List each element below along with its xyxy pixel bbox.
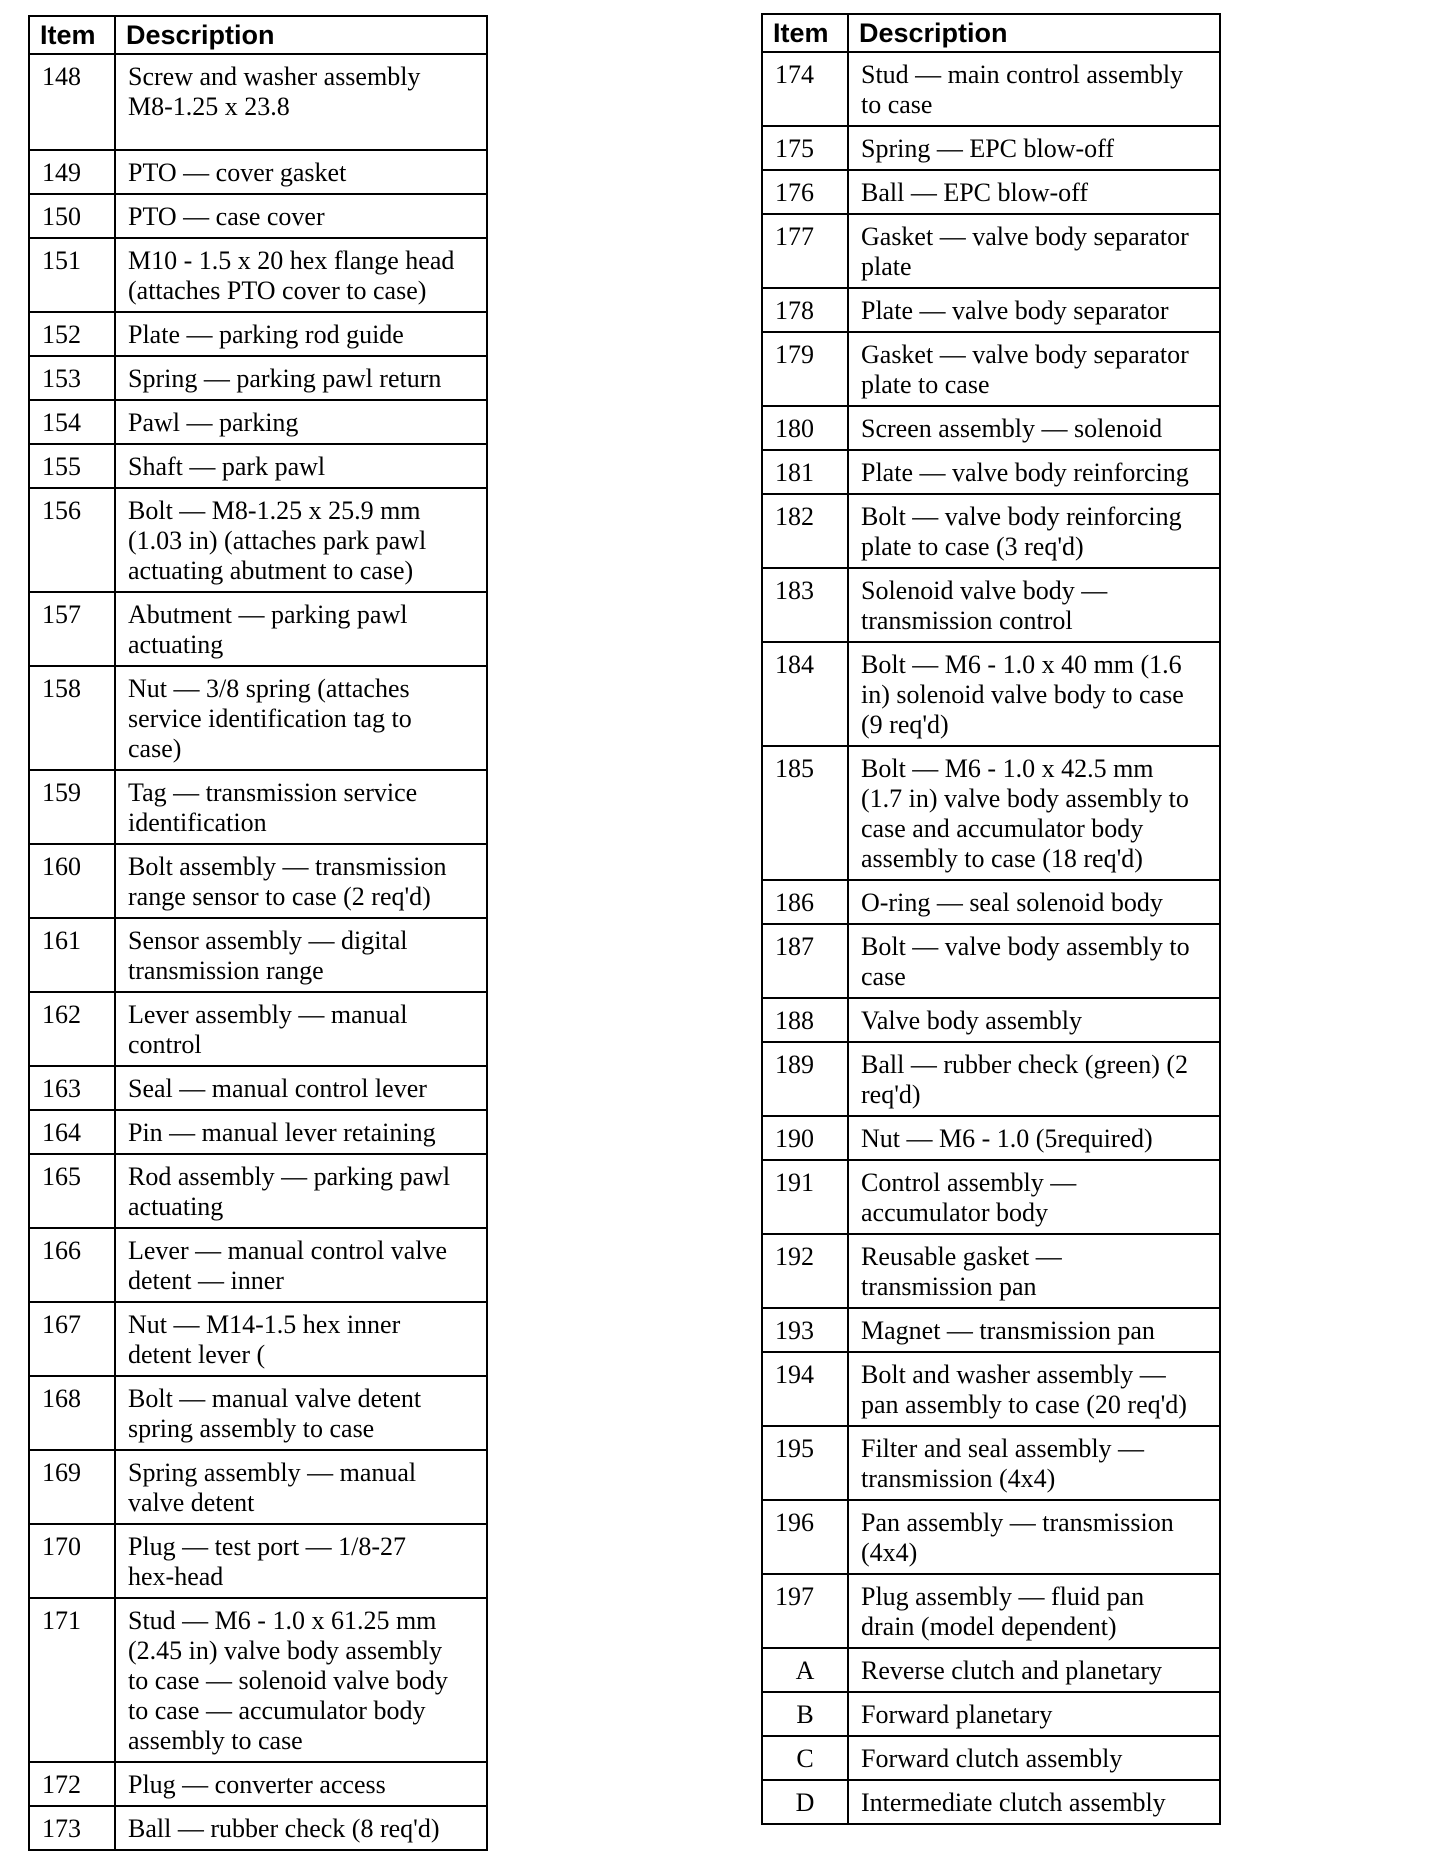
item-description: O-ring — seal solenoid body bbox=[848, 880, 1220, 924]
item-number: A bbox=[762, 1648, 848, 1692]
item-description: Spring — EPC blow-off bbox=[848, 126, 1220, 170]
column-header-description: Description bbox=[115, 16, 487, 54]
table-row bbox=[762, 450, 1220, 494]
parts-rows bbox=[762, 52, 1220, 1824]
item-number: 178 bbox=[762, 288, 848, 332]
item-description: Screen assembly — solenoid bbox=[848, 406, 1220, 450]
item-description: Bolt assembly — transmission range sensor to case (2 req'd) bbox=[115, 844, 487, 918]
item-description: Bolt — M8-1.25 x 25.9 mm (1.03 in) (attaches park pawl actuating abutment to case) bbox=[115, 488, 487, 592]
item-description: Forward planetary bbox=[848, 1692, 1220, 1736]
item-number: B bbox=[762, 1692, 848, 1736]
item-description: Seal — manual control lever bbox=[115, 1066, 487, 1110]
item-number: 159 bbox=[29, 770, 115, 844]
table-row bbox=[762, 1500, 1220, 1574]
table-row bbox=[29, 238, 487, 312]
item-number: 196 bbox=[762, 1500, 848, 1574]
table-row bbox=[29, 1524, 487, 1598]
item-number: 189 bbox=[762, 1042, 848, 1116]
item-number: 148 bbox=[29, 54, 115, 150]
table-row bbox=[762, 1574, 1220, 1648]
item-description: Tag — transmission service identification bbox=[115, 770, 487, 844]
table-row bbox=[762, 126, 1220, 170]
table-row bbox=[762, 568, 1220, 642]
item-number: 195 bbox=[762, 1426, 848, 1500]
item-number: 182 bbox=[762, 494, 848, 568]
item-number: 175 bbox=[762, 126, 848, 170]
item-number: 166 bbox=[29, 1228, 115, 1302]
item-number: 153 bbox=[29, 356, 115, 400]
item-description: Bolt and washer assembly — pan assembly to case (20 req'd) bbox=[848, 1352, 1220, 1426]
item-description: Magnet — transmission pan bbox=[848, 1308, 1220, 1352]
table-row bbox=[29, 1228, 487, 1302]
table-row bbox=[762, 1692, 1220, 1736]
item-number: 177 bbox=[762, 214, 848, 288]
item-number: 190 bbox=[762, 1116, 848, 1160]
item-description: Spring assembly — manual valve detent bbox=[115, 1450, 487, 1524]
item-description: Lever — manual control valve detent — inner bbox=[115, 1228, 487, 1302]
item-description: Ball — rubber check (8 req'd) bbox=[115, 1806, 487, 1850]
item-number: 173 bbox=[29, 1806, 115, 1850]
table-row bbox=[29, 1154, 487, 1228]
table-row bbox=[762, 746, 1220, 880]
item-number: 184 bbox=[762, 642, 848, 746]
table-row bbox=[29, 992, 487, 1066]
item-description: Plug — test port — 1/8-27 hex-head bbox=[115, 1524, 487, 1598]
table-row bbox=[762, 1116, 1220, 1160]
item-description: PTO — cover gasket bbox=[115, 150, 487, 194]
table-row bbox=[762, 998, 1220, 1042]
item-description: Plate — parking rod guide bbox=[115, 312, 487, 356]
item-number: 161 bbox=[29, 918, 115, 992]
table-row bbox=[29, 592, 487, 666]
item-description: Rod assembly — parking pawl actuating bbox=[115, 1154, 487, 1228]
table-row bbox=[29, 356, 487, 400]
item-number: 149 bbox=[29, 150, 115, 194]
item-description: Filter and seal assembly — transmission (4x4) bbox=[848, 1426, 1220, 1500]
item-number: 187 bbox=[762, 924, 848, 998]
item-description: Pin — manual lever retaining bbox=[115, 1110, 487, 1154]
item-number: 167 bbox=[29, 1302, 115, 1376]
item-number: 194 bbox=[762, 1352, 848, 1426]
item-number: 174 bbox=[762, 52, 848, 126]
item-description: Sensor assembly — digital transmission range bbox=[115, 918, 487, 992]
item-number: 176 bbox=[762, 170, 848, 214]
item-number: D bbox=[762, 1780, 848, 1824]
table-row bbox=[762, 332, 1220, 406]
item-number: 180 bbox=[762, 406, 848, 450]
table-row bbox=[762, 880, 1220, 924]
table-row bbox=[762, 642, 1220, 746]
header-row bbox=[29, 16, 487, 54]
item-description: Nut — M6 - 1.0 (5required) bbox=[848, 1116, 1220, 1160]
header-row bbox=[762, 14, 1220, 52]
item-number: 156 bbox=[29, 488, 115, 592]
table-row bbox=[29, 1450, 487, 1524]
table-row bbox=[762, 52, 1220, 126]
table-row bbox=[29, 1302, 487, 1376]
item-number: 183 bbox=[762, 568, 848, 642]
table-row bbox=[29, 1066, 487, 1110]
item-description: Spring — parking pawl return bbox=[115, 356, 487, 400]
item-description: Valve body assembly bbox=[848, 998, 1220, 1042]
item-description: Stud — main control assembly to case bbox=[848, 52, 1220, 126]
parts-rows bbox=[29, 54, 487, 1850]
item-description: Control assembly — accumulator body bbox=[848, 1160, 1220, 1234]
item-description: Plate — valve body separator bbox=[848, 288, 1220, 332]
item-number: 170 bbox=[29, 1524, 115, 1598]
item-description: Gasket — valve body separator plate bbox=[848, 214, 1220, 288]
item-description: M10 - 1.5 x 20 hex flange head (attaches PTO cover to case) bbox=[115, 238, 487, 312]
item-description: Plug assembly — fluid pan drain (model dependent) bbox=[848, 1574, 1220, 1648]
item-number: 169 bbox=[29, 1450, 115, 1524]
item-number: 160 bbox=[29, 844, 115, 918]
item-number: C bbox=[762, 1736, 848, 1780]
item-description: Plate — valve body reinforcing bbox=[848, 450, 1220, 494]
table-row bbox=[762, 288, 1220, 332]
item-description: Bolt — valve body reinforcing plate to case (3 req'd) bbox=[848, 494, 1220, 568]
item-description: Stud — M6 - 1.0 x 61.25 mm (2.45 in) valve body assembly to case — solenoid valve body to case — accumulator body assembly to case bbox=[115, 1598, 487, 1762]
item-description: Plug — converter access bbox=[115, 1762, 487, 1806]
item-number: 152 bbox=[29, 312, 115, 356]
table-row bbox=[29, 666, 487, 770]
item-number: 171 bbox=[29, 1598, 115, 1762]
table-row bbox=[762, 924, 1220, 998]
table-row bbox=[762, 406, 1220, 450]
table-row bbox=[29, 54, 487, 150]
table-row bbox=[29, 1598, 487, 1762]
item-number: 179 bbox=[762, 332, 848, 406]
item-description: Pawl — parking bbox=[115, 400, 487, 444]
item-number: 168 bbox=[29, 1376, 115, 1450]
item-number: 185 bbox=[762, 746, 848, 880]
item-number: 181 bbox=[762, 450, 848, 494]
item-number: 164 bbox=[29, 1110, 115, 1154]
item-description: Bolt — M6 - 1.0 x 42.5 mm (1.7 in) valve body assembly to case and accumulator body assembly to case (18 req'd) bbox=[848, 746, 1220, 880]
table-row bbox=[762, 1426, 1220, 1500]
table-row bbox=[762, 1160, 1220, 1234]
table-row bbox=[29, 918, 487, 992]
table-row bbox=[29, 444, 487, 488]
item-description: PTO — case cover bbox=[115, 194, 487, 238]
table-row bbox=[29, 400, 487, 444]
item-description: Abutment — parking pawl actuating bbox=[115, 592, 487, 666]
table-row bbox=[29, 488, 487, 592]
item-description: Shaft — park pawl bbox=[115, 444, 487, 488]
item-number: 165 bbox=[29, 1154, 115, 1228]
item-description: Ball — EPC blow-off bbox=[848, 170, 1220, 214]
item-description: Reusable gasket — transmission pan bbox=[848, 1234, 1220, 1308]
item-number: 188 bbox=[762, 998, 848, 1042]
item-description: Screw and washer assembly M8-1.25 x 23.8 bbox=[115, 54, 487, 150]
table-row bbox=[29, 312, 487, 356]
table-row bbox=[29, 1110, 487, 1154]
item-number: 193 bbox=[762, 1308, 848, 1352]
table-row bbox=[762, 1234, 1220, 1308]
table-row bbox=[29, 150, 487, 194]
item-description: Forward clutch assembly bbox=[848, 1736, 1220, 1780]
table-row bbox=[762, 1780, 1220, 1824]
table-row bbox=[29, 844, 487, 918]
item-description: Nut — 3/8 spring (attaches service identification tag to case) bbox=[115, 666, 487, 770]
column-header-item: Item bbox=[29, 16, 115, 54]
table-row bbox=[29, 1762, 487, 1806]
item-number: 172 bbox=[29, 1762, 115, 1806]
item-number: 150 bbox=[29, 194, 115, 238]
item-description: Pan assembly — transmission (4x4) bbox=[848, 1500, 1220, 1574]
item-number: 158 bbox=[29, 666, 115, 770]
item-number: 197 bbox=[762, 1574, 848, 1648]
item-number: 192 bbox=[762, 1234, 848, 1308]
column-header-description: Description bbox=[848, 14, 1220, 52]
item-description: Reverse clutch and planetary bbox=[848, 1648, 1220, 1692]
table-row bbox=[29, 1806, 487, 1850]
table-row bbox=[762, 1042, 1220, 1116]
table-row bbox=[29, 1376, 487, 1450]
item-description: Lever assembly — manual control bbox=[115, 992, 487, 1066]
table-row bbox=[762, 1352, 1220, 1426]
item-number: 151 bbox=[29, 238, 115, 312]
item-number: 186 bbox=[762, 880, 848, 924]
item-description: Bolt — M6 - 1.0 x 40 mm (1.6 in) solenoid valve body to case (9 req'd) bbox=[848, 642, 1220, 746]
table-row bbox=[762, 1308, 1220, 1352]
table-row bbox=[762, 214, 1220, 288]
item-number: 191 bbox=[762, 1160, 848, 1234]
table-row bbox=[29, 194, 487, 238]
item-number: 155 bbox=[29, 444, 115, 488]
item-number: 157 bbox=[29, 592, 115, 666]
column-header-item: Item bbox=[762, 14, 848, 52]
item-description: Gasket — valve body separator plate to case bbox=[848, 332, 1220, 406]
item-description: Bolt — valve body assembly to case bbox=[848, 924, 1220, 998]
item-description: Bolt — manual valve detent spring assembly to case bbox=[115, 1376, 487, 1450]
item-description: Nut — M14-1.5 hex inner detent lever ( bbox=[115, 1302, 487, 1376]
table-row bbox=[762, 494, 1220, 568]
table-row bbox=[29, 770, 487, 844]
table-row bbox=[762, 170, 1220, 214]
item-number: 163 bbox=[29, 1066, 115, 1110]
item-description: Solenoid valve body — transmission control bbox=[848, 568, 1220, 642]
item-description: Ball — rubber check (green) (2 req'd) bbox=[848, 1042, 1220, 1116]
item-number: 162 bbox=[29, 992, 115, 1066]
item-description: Intermediate clutch assembly bbox=[848, 1780, 1220, 1824]
table-row bbox=[762, 1736, 1220, 1780]
table-row bbox=[762, 1648, 1220, 1692]
parts-table-right bbox=[761, 13, 1221, 1825]
parts-table-left bbox=[28, 15, 488, 1851]
item-number: 154 bbox=[29, 400, 115, 444]
